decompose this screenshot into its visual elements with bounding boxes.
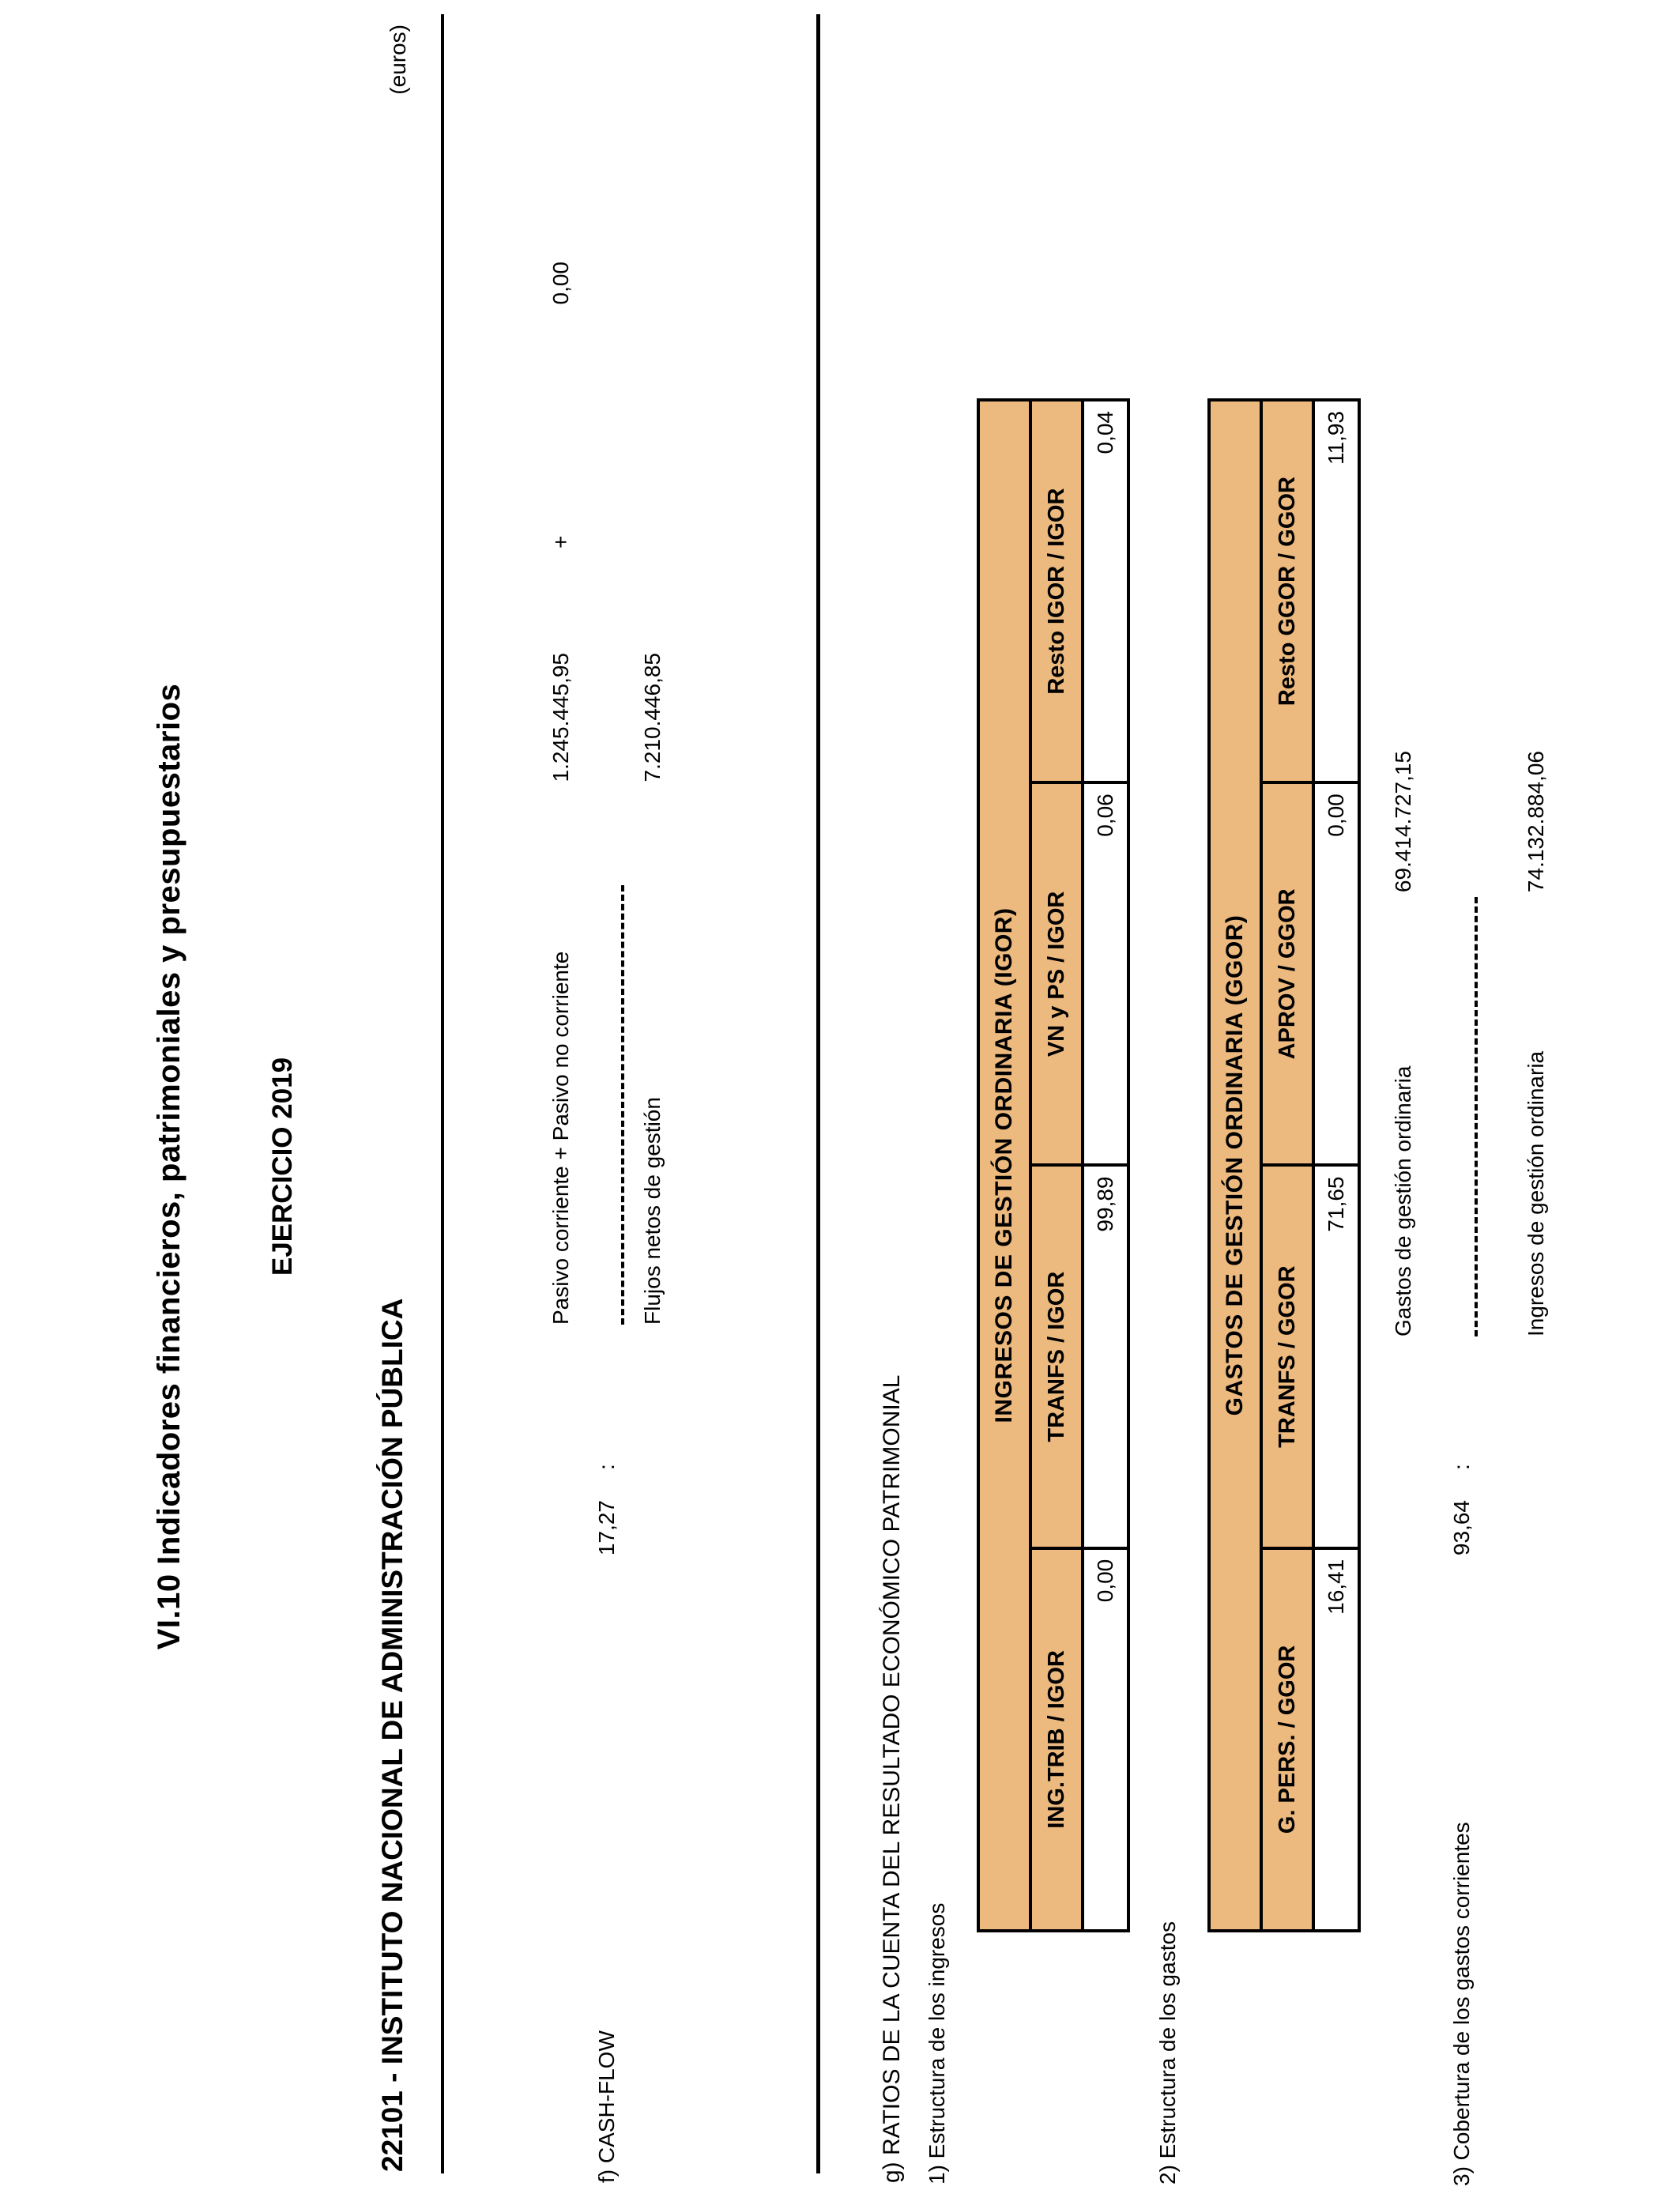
igor-value-tranfs: 99,89	[1084, 1167, 1127, 1547]
igor-value-vnyps: 0,06	[1084, 784, 1127, 1163]
ggor-column-tranfs	[1263, 1167, 1358, 1550]
cashflow-ratio-value: 17,27	[594, 1500, 619, 1556]
igor-column-tranfs	[1032, 1167, 1127, 1550]
igor-table-title: INGRESOS DE GESTIÓN ORDINARIA (IGOR)	[980, 401, 1032, 1929]
coverage-colon: :	[1449, 1464, 1474, 1470]
igor-column-vnyps	[1032, 784, 1127, 1167]
coverage-label: 3) Cobertura de los gastos corrientes	[1449, 1822, 1474, 2186]
igor-value-resto: 0,04	[1084, 401, 1127, 781]
cashflow-numerator-value: 1.245.445,95	[548, 653, 573, 782]
coverage-denominator-value: 74.132.884,06	[1524, 751, 1548, 893]
ggor-column-aprov	[1263, 784, 1358, 1167]
expense-structure-label: 2) Estructura de los gastos	[1155, 1921, 1180, 2185]
ggor-value-resto: 11,93	[1315, 401, 1358, 781]
income-structure-label: 1) Estructura de los ingresos	[925, 1902, 949, 2185]
igor-column-resto	[1032, 401, 1127, 784]
ggor-header-tranfs: TRANFS / GGOR	[1263, 1167, 1315, 1547]
ggor-header-resto: Resto GGOR / GGOR	[1263, 401, 1315, 781]
ggor-value-tranfs: 71,65	[1315, 1167, 1358, 1547]
ggor-column-resto	[1263, 401, 1358, 784]
cashflow-denominator-value: 7.210.446,85	[640, 653, 665, 782]
ggor-header-gpers: G. PERS. / GGOR	[1263, 1550, 1315, 1929]
coverage-denominator-label: Ingresos de gestión ordinaria	[1524, 1050, 1548, 1336]
igor-value-ingtrib: 0,00	[1084, 1550, 1127, 1929]
ggor-value-aprov: 0,00	[1315, 784, 1358, 1163]
ggor-table	[1207, 398, 1361, 1932]
igor-header-tranfs: TRANFS / IGOR	[1032, 1167, 1084, 1547]
igor-header-resto: Resto IGOR / IGOR	[1032, 401, 1084, 781]
cashflow-numerator-label: Pasivo corriente + Pasivo no corriente	[548, 951, 573, 1325]
coverage-ratio-value: 93,64	[1449, 1500, 1474, 1556]
ggor-header-aprov: APROV / GGOR	[1263, 784, 1315, 1163]
igor-header-vnyps: VN y PS / IGOR	[1032, 784, 1084, 1163]
igor-header-ingtrib: ING.TRIB / IGOR	[1032, 1550, 1084, 1929]
coverage-numerator-value: 69.414.727,15	[1391, 751, 1415, 893]
cashflow-numerator-extra-value: 0,00	[548, 262, 573, 305]
exercise-year: EJERCICIO 2019	[267, 1057, 298, 1276]
cashflow-fraction-bar	[621, 885, 624, 1325]
ggor-table-title: GASTOS DE GESTIÓN ORDINARIA (GGOR)	[1211, 401, 1263, 1929]
currency-note: (euros)	[386, 25, 410, 95]
section-divider-rule	[816, 14, 820, 2173]
cashflow-colon: :	[594, 1464, 619, 1470]
ggor-value-gpers: 16,41	[1315, 1550, 1358, 1929]
coverage-numerator-label: Gastos de gestión ordinaria	[1391, 1065, 1415, 1336]
igor-table	[977, 398, 1130, 1932]
header-rule	[441, 14, 444, 2173]
igor-column-ingtrib	[1032, 1550, 1127, 1929]
cashflow-label: f) CASH-FLOW	[594, 2030, 619, 2183]
cashflow-plus-sign: +	[548, 535, 573, 548]
ggor-column-gpers	[1263, 1550, 1358, 1929]
organization-name: 22101 - INSTITUTO NACIONAL DE ADMINISTRACIÓN PÚBLICA	[376, 1298, 409, 2172]
page-title: VI.10 Indicadores financieros, patrimoniales y presupuestarios	[152, 683, 186, 1650]
ratios-section-heading: g) RATIOS DE LA CUENTA DEL RESULTADO ECONÓMICO PATRIMONIAL	[879, 1374, 905, 2183]
coverage-fraction-bar	[1475, 897, 1478, 1336]
cashflow-denominator-label: Flujos netos de gestión	[640, 1097, 665, 1325]
